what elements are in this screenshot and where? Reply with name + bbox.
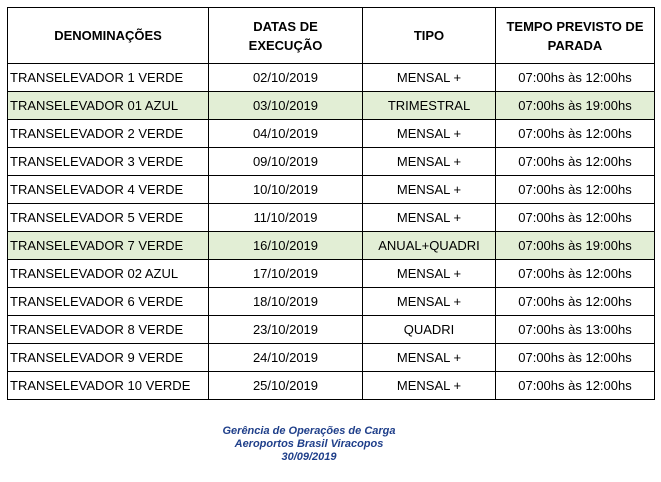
table-row xyxy=(8,372,655,400)
cell-tipo: QUADRI xyxy=(363,316,496,344)
header-datas-line2: EXECUÇÃO xyxy=(248,37,323,53)
header-tempo-previsto xyxy=(496,8,655,64)
header-tempo-line2: PARADA xyxy=(547,37,603,53)
cell-tempo-previsto: 07:00hs às 13:00hs xyxy=(496,316,655,344)
cell-data-execucao: 10/10/2019 xyxy=(209,176,363,204)
table-body xyxy=(8,64,655,400)
cell-tipo: MENSAL + xyxy=(363,176,496,204)
table-row xyxy=(8,176,655,204)
cell-tipo: MENSAL + xyxy=(363,288,496,316)
cell-denominacao: TRANSELEVADOR 7 VERDE xyxy=(8,232,209,260)
cell-tempo-previsto: 07:00hs às 12:00hs xyxy=(496,176,655,204)
cell-denominacao: TRANSELEVADOR 8 VERDE xyxy=(8,316,209,344)
cell-data-execucao: 17/10/2019 xyxy=(209,260,363,288)
table-row xyxy=(8,120,655,148)
cell-tempo-previsto: 07:00hs às 19:00hs xyxy=(496,92,655,120)
cell-data-execucao: 09/10/2019 xyxy=(209,148,363,176)
cell-denominacao: TRANSELEVADOR 1 VERDE xyxy=(8,64,209,92)
cell-tempo-previsto: 07:00hs às 12:00hs xyxy=(496,204,655,232)
cell-denominacao: TRANSELEVADOR 2 VERDE xyxy=(8,120,209,148)
footer-company: Aeroportos Brasil Viracopos xyxy=(234,438,384,450)
cell-tempo-previsto: 07:00hs às 19:00hs xyxy=(496,232,655,260)
cell-data-execucao: 24/10/2019 xyxy=(209,344,363,372)
cell-denominacao: TRANSELEVADOR 10 VERDE xyxy=(8,372,209,400)
header-datas-execucao xyxy=(209,8,363,64)
table-row xyxy=(8,288,655,316)
cell-data-execucao: 11/10/2019 xyxy=(209,204,363,232)
cell-tipo: MENSAL + xyxy=(363,64,496,92)
table-header-row xyxy=(8,8,655,64)
header-tempo-line1: TEMPO PREVISTO DE xyxy=(506,18,644,34)
header-tipo xyxy=(363,8,496,64)
table-row xyxy=(8,316,655,344)
maintenance-schedule-table xyxy=(7,7,655,400)
cell-tipo: MENSAL + xyxy=(363,260,496,288)
cell-tipo: MENSAL + xyxy=(363,344,496,372)
footer xyxy=(0,425,618,464)
cell-data-execucao: 25/10/2019 xyxy=(209,372,363,400)
cell-data-execucao: 03/10/2019 xyxy=(209,92,363,120)
cell-denominacao: TRANSELEVADOR 4 VERDE xyxy=(8,176,209,204)
table-row xyxy=(8,232,655,260)
cell-denominacao: TRANSELEVADOR 3 VERDE xyxy=(8,148,209,176)
header-datas-line1: DATAS DE xyxy=(253,18,318,34)
cell-denominacao: TRANSELEVADOR 9 VERDE xyxy=(8,344,209,372)
cell-tempo-previsto: 07:00hs às 12:00hs xyxy=(496,148,655,176)
cell-data-execucao: 23/10/2019 xyxy=(209,316,363,344)
cell-data-execucao: 18/10/2019 xyxy=(209,288,363,316)
cell-tempo-previsto: 07:00hs às 12:00hs xyxy=(496,344,655,372)
cell-tempo-previsto: 07:00hs às 12:00hs xyxy=(496,288,655,316)
cell-data-execucao: 02/10/2019 xyxy=(209,64,363,92)
cell-denominacao: TRANSELEVADOR 5 VERDE xyxy=(8,204,209,232)
cell-denominacao: TRANSELEVADOR 02 AZUL xyxy=(8,260,209,288)
cell-data-execucao: 16/10/2019 xyxy=(209,232,363,260)
header-denominacoes xyxy=(8,8,209,64)
cell-denominacao: TRANSELEVADOR 01 AZUL xyxy=(8,92,209,120)
table-row xyxy=(8,92,655,120)
cell-tipo: MENSAL + xyxy=(363,148,496,176)
footer-date: 30/09/2019 xyxy=(281,451,337,463)
header-denominacoes-label: DENOMINAÇÕES xyxy=(54,28,162,43)
cell-tipo: MENSAL + xyxy=(363,372,496,400)
cell-tipo: MENSAL + xyxy=(363,120,496,148)
cell-data-execucao: 04/10/2019 xyxy=(209,120,363,148)
cell-denominacao: TRANSELEVADOR 6 VERDE xyxy=(8,288,209,316)
table-row xyxy=(8,344,655,372)
footer-department: Gerência de Operações de Carga xyxy=(222,425,396,437)
header-tipo-label: TIPO xyxy=(413,28,445,43)
cell-tipo: MENSAL + xyxy=(363,204,496,232)
cell-tempo-previsto: 07:00hs às 12:00hs xyxy=(496,64,655,92)
table-row xyxy=(8,64,655,92)
cell-tipo: TRIMESTRAL xyxy=(363,92,496,120)
table-row xyxy=(8,148,655,176)
cell-tempo-previsto: 07:00hs às 12:00hs xyxy=(496,372,655,400)
table-row xyxy=(8,204,655,232)
cell-tempo-previsto: 07:00hs às 12:00hs xyxy=(496,260,655,288)
table-row xyxy=(8,260,655,288)
cell-tipo: ANUAL+QUADRI xyxy=(363,232,496,260)
cell-tempo-previsto: 07:00hs às 12:00hs xyxy=(496,120,655,148)
